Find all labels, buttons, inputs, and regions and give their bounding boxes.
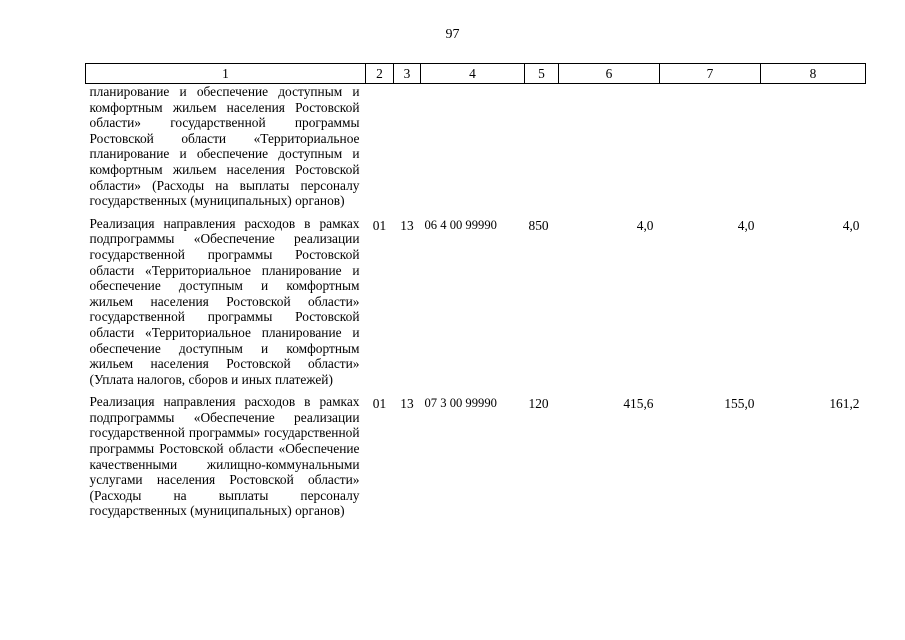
row-section bbox=[366, 84, 394, 215]
row-description: Реализация направления расходов в рамках подпрограммы «Обеспечение реализации государственной программы» государственной программы Ростовской области «Обеспечение качественными жилищно-коммунальными услугами населения Ростовской области» (Расходы на выплаты персоналу государственных (муниципальных) органов) bbox=[89, 394, 360, 519]
header-col-3: 3 bbox=[394, 64, 421, 84]
header-col-4: 4 bbox=[421, 64, 525, 84]
table-row bbox=[86, 84, 866, 215]
row-expense-type bbox=[525, 84, 559, 215]
row-description: планирование и обеспечение доступным и комфортным жильем населения Ростовской области» государственной программы Ростовской области «Территориальное планирование и обеспечение доступным и комфортным жильем населения Ростовской области» (Расходы на выплаты персоналу государственных (муниципальных) органов) bbox=[89, 84, 360, 209]
row-subsection bbox=[394, 84, 421, 215]
header-col-7: 7 bbox=[660, 64, 761, 84]
row-value-col7 bbox=[660, 84, 761, 215]
row-value-col6: 4,0 bbox=[636, 217, 654, 233]
row-target-article: 07 3 00 99990 bbox=[424, 396, 497, 411]
row-expense-type: 120 bbox=[528, 396, 549, 412]
page-number: 97 bbox=[445, 27, 460, 42]
budget-table bbox=[85, 63, 866, 525]
header-row bbox=[86, 64, 866, 84]
header-col-5: 5 bbox=[525, 64, 559, 84]
row-value-col8: 4,0 bbox=[842, 217, 860, 233]
header-col-1: 1 bbox=[86, 64, 366, 84]
row-subsection: 13 bbox=[400, 217, 414, 233]
row-subsection: 13 bbox=[400, 396, 414, 412]
header-col-6: 6 bbox=[559, 64, 660, 84]
header-col-8: 8 bbox=[761, 64, 866, 84]
row-value-col6: 415,6 bbox=[623, 396, 654, 412]
row-description: Реализация направления расходов в рамках подпрограммы «Обеспечение реализации государственной программы Ростовской области «Территориальное планирование и обеспечение доступным и комфортным жильем населения Ростовской области» государственной программы Ростовской области «Территориальное планирование и обеспечение доступным и комфортным жильем населения Ростовской области» (Уплата налогов, сборов и иных платежей) bbox=[89, 215, 360, 387]
row-section: 01 bbox=[372, 396, 387, 412]
row-section: 01 bbox=[372, 217, 387, 233]
header-col-2: 2 bbox=[366, 64, 394, 84]
row-value-col6 bbox=[559, 84, 660, 215]
row-target-article bbox=[421, 84, 525, 215]
row-value-col8 bbox=[761, 84, 866, 215]
row-value-col8: 161,2 bbox=[829, 396, 860, 412]
table-row bbox=[86, 393, 866, 525]
row-expense-type: 850 bbox=[528, 217, 549, 233]
table-row bbox=[86, 215, 866, 394]
row-target-article: 06 4 00 99990 bbox=[424, 217, 497, 232]
row-value-col7: 155,0 bbox=[724, 396, 755, 412]
row-value-col7: 4,0 bbox=[737, 217, 755, 233]
